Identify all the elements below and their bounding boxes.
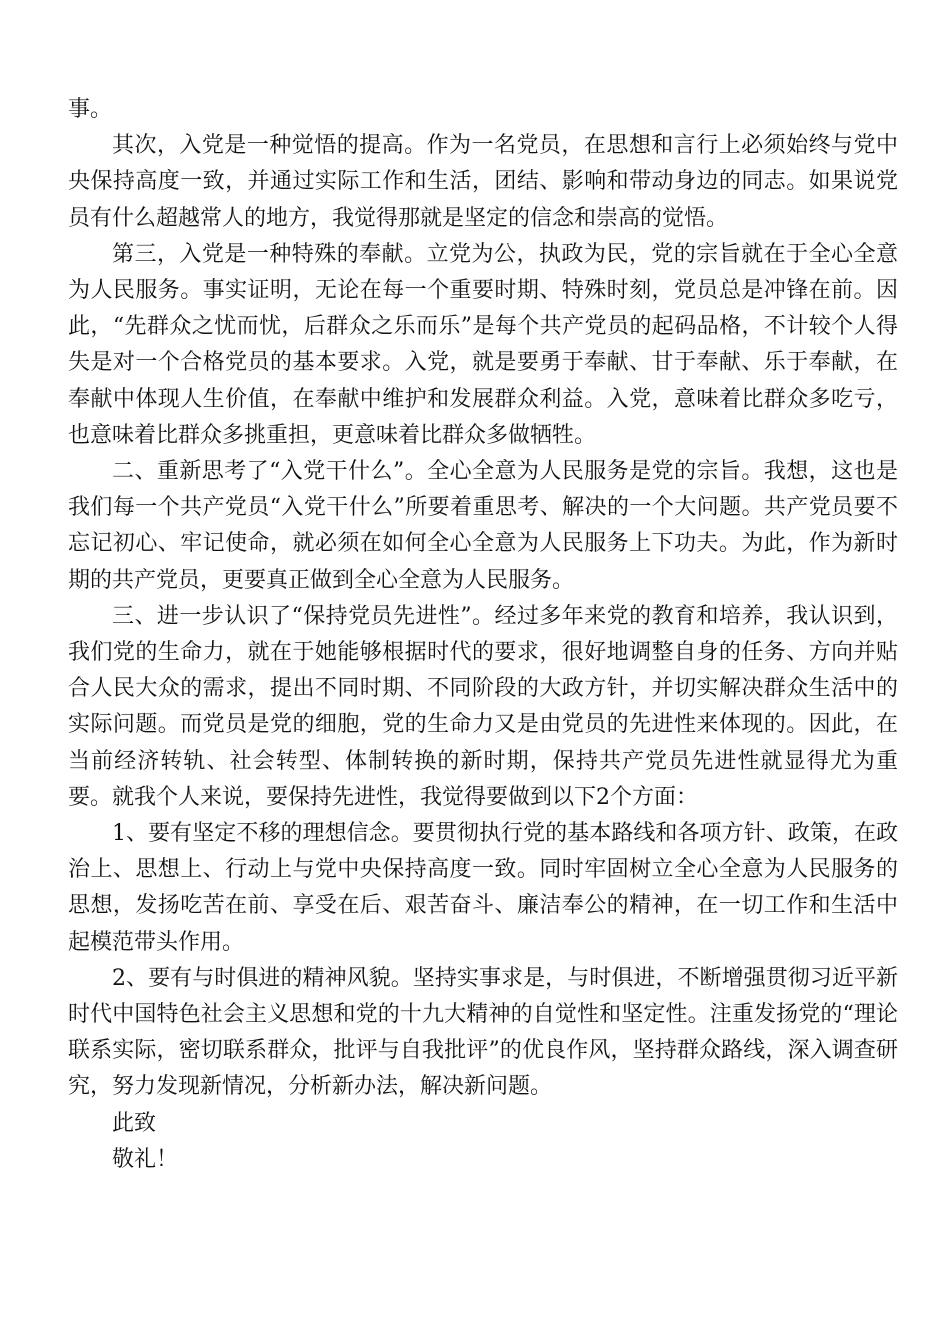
document-body	[68, 92, 898, 1178]
paragraph-continuation: 事。	[68, 97, 113, 122]
paragraph-second-point: 其次，入党是一种觉悟的提高。作为一名党员，在思想和言行上必须始终与党中央保持高度一致，并通过实际工作和生活，团结、影响和带动身边的同志。如果说党员有什么超越常人的地方，我觉得那就是坚定的信念和崇高的觉悟。	[68, 133, 898, 231]
closing-regards: 敬礼！	[112, 1146, 179, 1172]
closing-salutation: 此致	[112, 1110, 157, 1136]
paragraph-section-three: 三、进一步认识了“保持党员先进性”。经过多年来党的教育和培养，我认识到，我们党的生命力，就在于她能够根据时代的要求，很好地调整自身的任务、方向并贴合人民大众的需求，提出不同时期、不同阶段的大政方针，并切实解决群众生活中的实际问题。而党员是党的细胞，党的生命力又是由党员的先进性来体现的。因此，在当前经济转轨、社会转型、体制转换的新时期，保持共产党员先进性就显得尤为重要。就我个人来说，要保持先进性，我觉得要做到以下2个方面：	[68, 603, 898, 810]
paragraph-third-point: 第三，入党是一种特殊的奉献。立党为公，执政为民，党的宗旨就在于全心全意为人民服务。事实证明，无论在每一个重要时期、特殊时刻，党员总是冲锋在前。因此，“先群众之忧而忧，后群众之乐而乐”是每个共产党员的起码品格，不计较个人得失是对一个合格党员的基本要求。入党，就是要勇于奉献、甘于奉献、乐于奉献，在奉献中体现人生价值，在奉献中维护和发展群众利益。入党，意味着比群众多吃亏，也意味着比群众多挑重担，更意味着比群众多做牺牲。	[68, 241, 898, 448]
paragraph-item-two: 2、要有与时俱进的精神风貌。坚持实事求是，与时俱进，不断增强贯彻习近平新时代中国特色社会主义思想和党的十九大精神的自觉性和坚定性。注重发扬党的“理论联系实际，密切联系群众，批评与自我批评”的优良作风，坚持群众路线，深入调查研究，努力发现新情况，分析新办法，解决新问题。	[68, 965, 898, 1100]
paragraph-section-two: 二、重新思考了“入党干什么”。全心全意为人民服务是党的宗旨。我想，这也是我们每一个共产党员“入党干什么”所要着重思考、解决的一个大问题。共产党员要不忘记初心、牢记使命，就必须在如何全心全意为人民服务上下功夫。为此，作为新时期的共产党员，更要真正做到全心全意为人民服务。	[68, 459, 898, 593]
paragraph-item-one: 1、要有坚定不移的理想信念。要贯彻执行党的基本路线和各项方针、政策，在政治上、思想上、行动上与党中央保持高度一致。同时牢固树立全心全意为人民服务的思想，发扬吃苦在前、享受在后、艰苦奋斗、廉洁奉公的精神，在一切工作和生活中起模范带头作用。	[68, 821, 898, 955]
